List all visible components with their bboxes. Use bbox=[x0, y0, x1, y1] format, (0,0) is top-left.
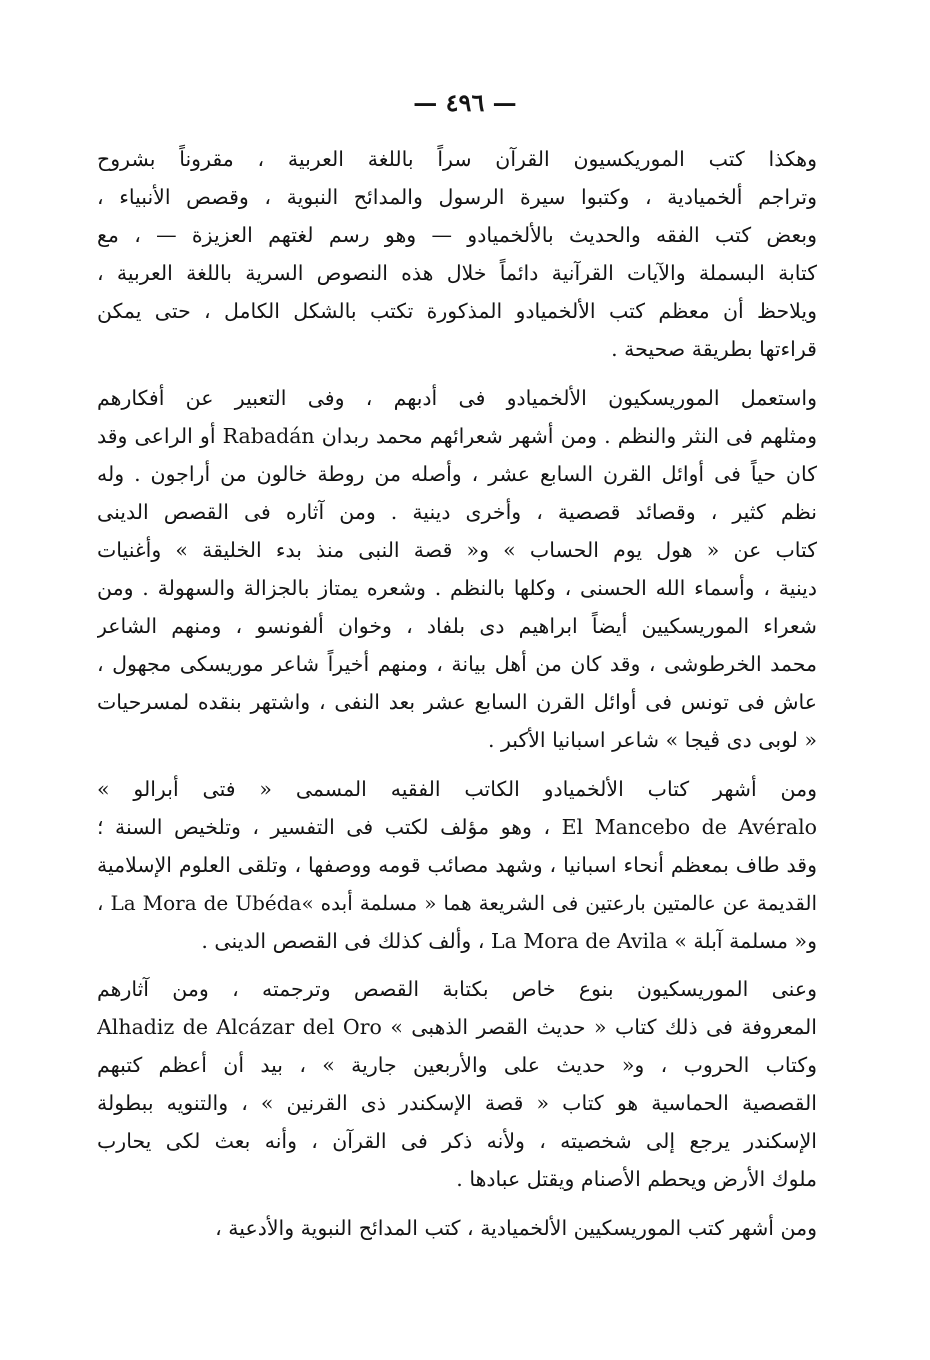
text-line: القديمة عن عالمتين بارعتين فى الشريعة هما « مسلمة أبده »La Mora de Ubéda ، bbox=[97, 890, 817, 915]
text-line: وهكذا كتب الموريكسيون القرآن سراً باللغة العربية ، مقروناً بشروح bbox=[97, 147, 817, 171]
body-text bbox=[97, 140, 817, 1247]
page-number: — ٤٩٦ — bbox=[413, 88, 517, 117]
text-line: وتراجم ألخميادية ، وكتبوا سيرة الرسول والمدائح النبوية ، وقصص الأنبياء ، bbox=[97, 185, 817, 210]
text-line: ومثلهم فى النثر والنظم . ومن أشهر شعرائهم محمد ربدان Rabadán أو الراعى وقد bbox=[97, 423, 817, 448]
text-line: و« مسلمة آبلة » La Mora de Avila ، وألف كذلك فى القصص الدينى . bbox=[201, 928, 817, 953]
text-line: الإسكندر يرجع إلى شخصيته ، ولأنه ذكر فى القرآن ، وأنه بعث لكى يحارب bbox=[97, 1129, 817, 1154]
paragraph bbox=[97, 379, 817, 760]
text-line: دينية ، وأسماء الله الحسنى ، وكلها بالنظم . وشعره يمتاز بالجزالة والسهولة . ومن bbox=[97, 576, 817, 601]
text-line: ومن أشهر كتب الموريسكيين الألخميادية ، كتب المدائح النبوية والأدعية ، bbox=[215, 1215, 817, 1240]
paragraph bbox=[97, 970, 817, 1199]
paragraph bbox=[97, 1209, 817, 1247]
paragraph bbox=[97, 770, 817, 960]
text-line: المعروفة فى ذلك كتاب « حديث القصر الذهبى » Alhadiz de Alcázar del Oro bbox=[97, 1015, 817, 1040]
text-line: وبعض كتب الفقه والحديث بالألخميادو — وهو رسم لغتهم العزيزة — ، مع bbox=[97, 223, 817, 248]
text-line: كتاب عن « هول يوم الحساب » و« قصة النبى منذ بدء الخليقة » وأغنيات bbox=[97, 537, 817, 562]
text-line: عاش فى تونس فى أوائل القرن السابع عشر بعد النفى ، واشتهر بنقده لمسرحيات bbox=[97, 690, 817, 715]
text-line: وعنى الموريسكيون بنوع خاص بكتابة القصص وترجمته ، ومن آثارهم bbox=[97, 976, 817, 1001]
text-line: واستعمل الموريسكيون الألخميادو فى أدبهم ، وفى التعبير عن أفكارهم bbox=[97, 385, 817, 410]
text-line: قراءتها بطريقة صحيحة . bbox=[611, 337, 817, 362]
text-line: كتابة البسملة والآيات القرآنية دائماً خلال هذه النصوص السرية باللغة العربية ، bbox=[97, 261, 817, 286]
text-line: وكتاب الحروب ، و« حديث على والأربعين جارية » ، بيد أن أعظم كتبهم bbox=[97, 1053, 817, 1078]
text-line: كان حياً فى أوائل القرن السابع عشر ، وأصله من روطة خالون من أراجون . وله bbox=[97, 461, 817, 486]
paragraph bbox=[97, 140, 817, 369]
text-line: محمد الخرطوشى ، وقد كان من أهل بيانة ، ومنهم أخيراً شاعر موريسكى مجهول ، bbox=[97, 652, 817, 677]
text-line: ويلاحظ أن معظم كتب الألخميادو المذكورة تكتب بالشكل الكامل ، حتى يمكن bbox=[97, 299, 817, 324]
text-line: ملوك الأرض ويحطم الأصنام ويقتل عبادها . bbox=[456, 1167, 817, 1192]
text-line: القصصية الحماسية هو كتاب « قصة الإسكندر ذى القرنين » ، والتنويه ببطولة bbox=[97, 1091, 817, 1116]
text-line: « لوبى دى ڤيجا » شاعر اسبانيا الأكبر . bbox=[487, 728, 817, 753]
text-line: El Mancebo de Avéralo ، وهو مؤلف لكتب فى التفسير ، وتلخيص السنة ؛ bbox=[97, 814, 817, 839]
text-line: شعراء الموريسكيين أيضاً ابراهيم دى بلفاد ، وخوان ألفونسو ، ومنهم الشاعر bbox=[97, 614, 817, 639]
text-line: نظم كثير ، وقصائد قصصية ، وأخرى دينية . ومن آثاره فى القصص الدينى bbox=[97, 499, 817, 524]
text-line: وقد طاف بمعظم أنحاء اسبانيا ، وشهد مصائب قومه ووصفها ، وتلقى العلوم الإسلامية bbox=[97, 852, 817, 877]
text-line: ومن أشهر كتاب الألخميادو الكاتب الفقيه المسمى « فتى أبرالو » bbox=[97, 776, 817, 801]
